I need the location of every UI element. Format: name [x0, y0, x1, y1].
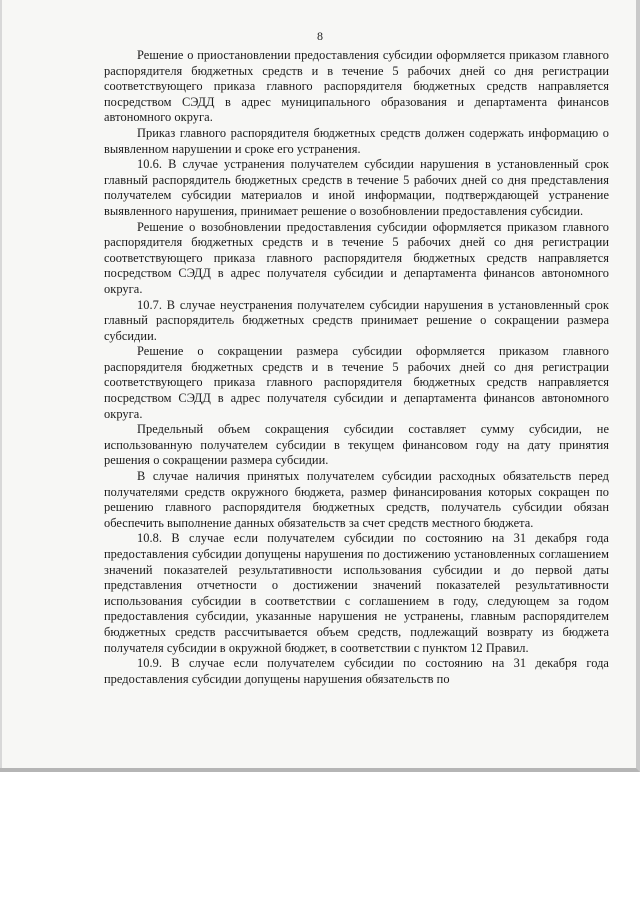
paragraph-order-content: Приказ главного распорядителя бюджетных средств должен содержать информацию о выявленном нарушении и сроке его устранения. — [104, 125, 609, 156]
scan-edge — [0, 0, 2, 768]
paragraph-suspension-order: Решение о приостановлении предоставления субсидии оформляется приказом главного распорядителя бюджетных средств и в течение 5 рабочих дней со дня регистрации соответствующего приказа главного распорядителя бюджетных средств направляется посредством СЭДД в адрес муниципального образования и департамента финансов автономного округа. — [104, 48, 609, 125]
paragraph-reduction-order: Решение о сокращении размера субсидии оформляется приказом главного распорядителя бюджетных средств и в течение 5 рабочих дней со дня регистрации соответствующего приказа главного распорядителя бюджетных средств направляется посредством СЭДД в адрес получателя субсидии и департамента финансов автономного округа. — [104, 344, 609, 421]
paragraph-obligations: В случае наличия принятых получателем субсидии расходных обязательств перед получателями средств окружного бюджета, размер финансирования которых сокращен по решению главного распорядителя бюджетных средств, получатель субсидии обязан обеспечить выполнение данных обязательств за счет средств местного бюджета. — [104, 469, 609, 530]
paragraph-10-7: 10.7. В случае неустранения получателем субсидии нарушения в установленный срок главный распорядитель бюджетных средств принимает решение о сокращении размера субсидии. — [104, 297, 609, 343]
paragraph-resumption-order: Решение о возобновлении предоставления субсидии оформляется приказом главного распорядителя бюджетных средств и в течение 5 рабочих дней со дня регистрации соответствующего приказа главного распорядителя бюджетных средств направляется посредством СЭДД в адрес получателя субсидии и департамента финансов автономного округа. — [104, 219, 609, 296]
paragraph-10-9: 10.9. В случае если получателем субсидии по состоянию на 31 декабря года предоставления субсидии допущены нарушения обязательств по — [104, 656, 609, 686]
paragraph-10-6: 10.6. В случае устранения получателем субсидии нарушения в установленный срок главный распорядитель бюджетных средств в течение 5 рабочих дней со дня представления получателем субсидии материалов и иной информации, подтверждающей устранение выявленного нарушения, принимает решение о возобновлении предоставления субсидии. — [104, 157, 609, 218]
page-number: 8 — [317, 29, 323, 43]
document-body — [104, 48, 609, 687]
paragraph-10-8: 10.8. В случае если получателем субсидии по состоянию на 31 декабря года предоставления субсидии допущены нарушения по достижению установленных соглашением значений показателей результативности использования субсидии и до первой даты представления отчетности о достижении значений показателей результативности использования субсидии в соответствии с соглашением в году, следующем за годом предоставления субсидии, указанные нарушения не устранены, главным распорядителем бюджетных средств рассчитывается объем средств, подлежащий возврату из бюджета получателя субсидии в окружной бюджет, в соответствии с пунктом 12 Правил. — [104, 531, 609, 655]
paragraph-reduction-limit: Предельный объем сокращения субсидии составляет сумму субсидии, не использованную получателем субсидии в текущем финансовом году на дату принятия решения о сокращении размера субсидии. — [104, 422, 609, 468]
